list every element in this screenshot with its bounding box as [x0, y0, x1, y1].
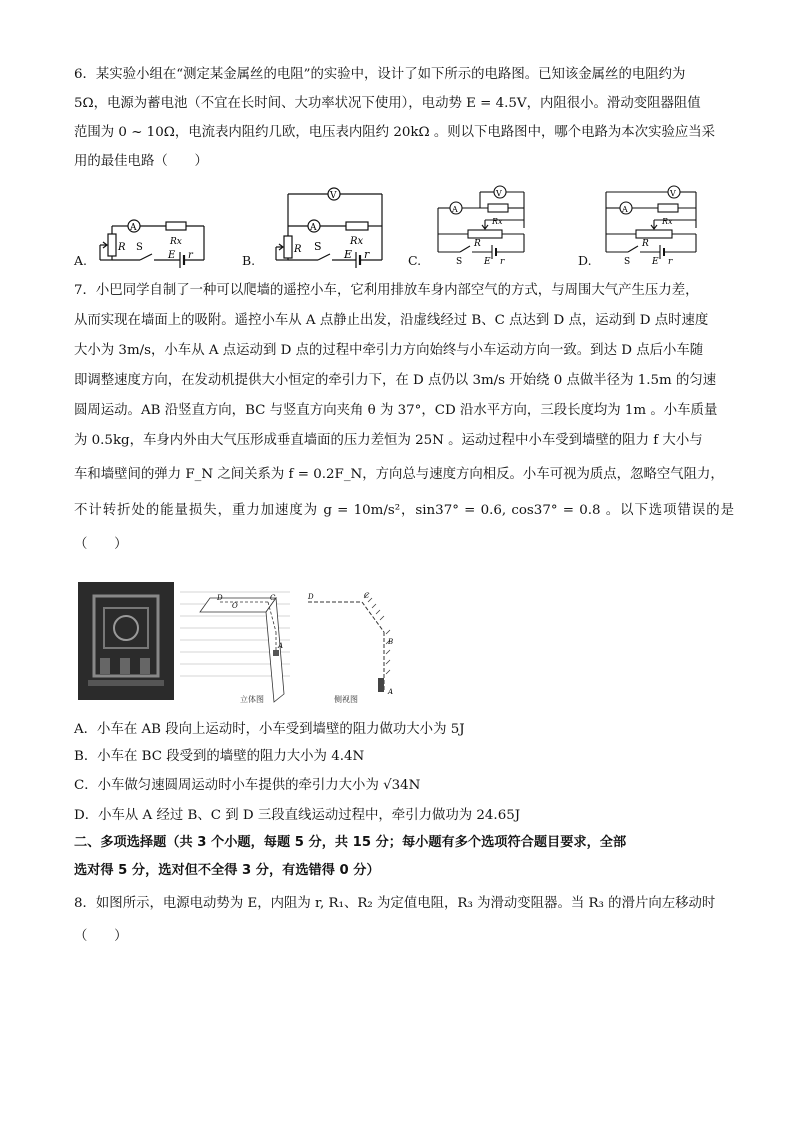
section-2-line-1: 二、多项选择题（共 3 个小题，每题 5 分，共 15 分；每小题有多个选项符合题目要求，全部: [74, 835, 627, 850]
emf-label-b: E: [344, 248, 353, 261]
side-point-d: D: [308, 593, 314, 601]
q7-options: [74, 716, 734, 829]
voltmeter-symbol-c: V: [496, 189, 502, 198]
voltmeter-symbol-d: V: [670, 189, 676, 198]
circuit-b-diagram: [242, 180, 392, 272]
option-c-label: C.: [408, 253, 422, 268]
switch-label-a: S: [136, 242, 143, 253]
q7-line-6: 为 0.5kg，车身内外由大气压形成垂直墙面的压力差恒为 25N 。运动过程中小车受到墙壁的阻力 f 大小与: [74, 433, 703, 448]
option-b-label: B.: [242, 253, 256, 268]
q7-line-3: 大小为 3m/s，小车从 A 点运动到 D 点的过程中牵引力方向始终与小车运动方向一致。到达 D 点后小车随: [74, 343, 704, 358]
3d-point-a: A: [278, 642, 284, 650]
switch-label-d: S: [624, 257, 631, 267]
q6-line-4: 用的最佳电路（ ）: [74, 154, 208, 169]
voltmeter-symbol-b: V: [330, 191, 337, 201]
section-2-line-2: 选对得 5 分，选对但不全得 3 分，有选错得 0 分）: [74, 863, 380, 878]
switch-label-c: S: [456, 257, 463, 267]
3d-point-o: O: [232, 602, 238, 610]
rheostat-label-d: R: [642, 239, 649, 249]
internal-r-label-d: r: [668, 257, 673, 267]
q7-line-7: 车和墙壁间的弹力 F_N 之间关系为 f = 0.2F_N，方向总与速度方向相反。小车可视为质点，忽略空气阻力，: [74, 467, 724, 482]
caption-side-view: 侧视图: [334, 695, 358, 704]
q7-figures: [74, 582, 734, 706]
question-7: [74, 276, 734, 562]
q7-option-c[interactable]: C．小车做匀速圆周运动时小车提供的牵引力大小为 √34N: [74, 778, 421, 793]
circuit-a-diagram: [74, 180, 214, 272]
q7-line-5: 圆周运动。AB 沿竖直方向，BC 与竖直方向夹角 θ 为 37°，CD 沿水平方向，三段长度均为 1m 。小车质量: [74, 403, 718, 418]
option-d-label: D.: [578, 253, 592, 268]
3d-point-d: D: [217, 594, 223, 602]
option-a-label: A.: [74, 253, 88, 268]
side-point-a: A: [388, 688, 394, 696]
circuit-option-c[interactable]: [408, 180, 558, 272]
circuit-d-diagram: [578, 180, 728, 272]
caption-3d-view: 立体图: [240, 695, 264, 704]
circuit-option-a[interactable]: [74, 180, 214, 272]
q6-circuit-options: [74, 180, 734, 272]
car-photo: [78, 582, 174, 700]
internal-r-label-b: r: [364, 248, 370, 261]
side-point-c: C: [364, 592, 370, 600]
q7-line-4: 即调整速度方向，在发动机提供大小恒定的牵引力下，在 D 点仍以 3m/s 开始绕 0 点做半径为 1.5m 的匀速: [74, 373, 717, 388]
ammeter-symbol-d: A: [622, 205, 628, 214]
internal-r-label-a: r: [188, 250, 193, 261]
q7-option-b[interactable]: B．小车在 BC 段受到的墙壁的阻力大小为 4.4N: [74, 749, 365, 764]
side-view-figure: [304, 582, 404, 706]
internal-r-label-c: r: [500, 257, 505, 267]
rheostat-label-b: R: [294, 244, 302, 255]
ammeter-symbol-c: A: [452, 205, 458, 214]
resistor-label-c: Rx: [492, 217, 503, 226]
q8-line-1: 8．如图所示，电源电动势为 E，内阻为 r, R₁、R₂ 为定值电阻，R₃ 为滑动变阻器。当 R₃ 的滑片向左移动时: [74, 896, 716, 911]
q7-line-8: 不计转折处的能量损失，重力加速度为 g = 10m/s²，sin37° = 0.6, cos37° = 0.8 。以下选项错误的是（ ）: [74, 503, 734, 552]
exam-page: [74, 60, 734, 951]
question-8: [74, 889, 734, 951]
3d-view-graphic: [180, 582, 290, 706]
q7-option-d[interactable]: D．小车从 A 经过 B、C 到 D 三段直线运动过程中，牵引力做功为 24.65J: [74, 808, 521, 823]
circuit-c-diagram: [408, 180, 558, 272]
switch-label-b: S: [314, 240, 322, 253]
resistor-label-d: Rx: [662, 217, 673, 226]
q7-option-a[interactable]: A．小车在 AB 段向上运动时，小车受到墙壁的阻力做功大小为 5J: [74, 722, 465, 737]
circuit-option-b[interactable]: [242, 180, 392, 272]
q6-line-1: 6．某实验小组在“测定某金属丝的电阻”的实验中，设计了如下所示的电路图。已知该金属丝的电阻约为: [74, 67, 686, 82]
emf-label-a: E: [168, 250, 176, 261]
q7-line-1: 7．小巴同学自制了一种可以爬墙的遥控小车，它利用排放车身内部空气的方式，与周围大气产生压力差，: [74, 283, 699, 298]
resistor-label-a: Rx: [170, 237, 182, 247]
q6-line-3: 范围为 0 ~ 10Ω，电流表内阻约几欧，电压表内阻约 20kΩ 。则以下电路图中，哪个电路为本次实验应当采: [74, 125, 716, 140]
side-view-graphic: [304, 582, 404, 706]
q8-line-2: （ ）: [74, 929, 128, 944]
q7-line-2: 从而实现在墙面上的吸附。遥控小车从 A 点静止出发，沿虚线经过 B、C 点达到 D 点，运动到 D 点时速度: [74, 313, 709, 328]
ammeter-symbol-b: A: [310, 223, 317, 233]
circuit-option-d[interactable]: [578, 180, 728, 272]
emf-label-c: E: [484, 257, 491, 267]
emf-label-d: E: [652, 257, 659, 267]
car-photo-graphic: [78, 582, 174, 700]
rheostat-label-a: R: [118, 242, 126, 253]
question-6: [74, 60, 734, 176]
3d-point-c: C: [270, 594, 276, 602]
ammeter-symbol-a: A: [130, 223, 137, 233]
section-2-heading: [74, 829, 734, 885]
rheostat-label-c: R: [474, 239, 481, 249]
3d-view-figure: [180, 582, 290, 706]
q6-line-2: 5Ω，电源为蓄电池（不宜在长时间、大功率状况下使用），电动势 E = 4.5V，内阻很小。滑动变阻器阻值: [74, 96, 701, 111]
resistor-label-b: Rx: [350, 236, 364, 247]
side-point-b: B: [388, 638, 394, 646]
